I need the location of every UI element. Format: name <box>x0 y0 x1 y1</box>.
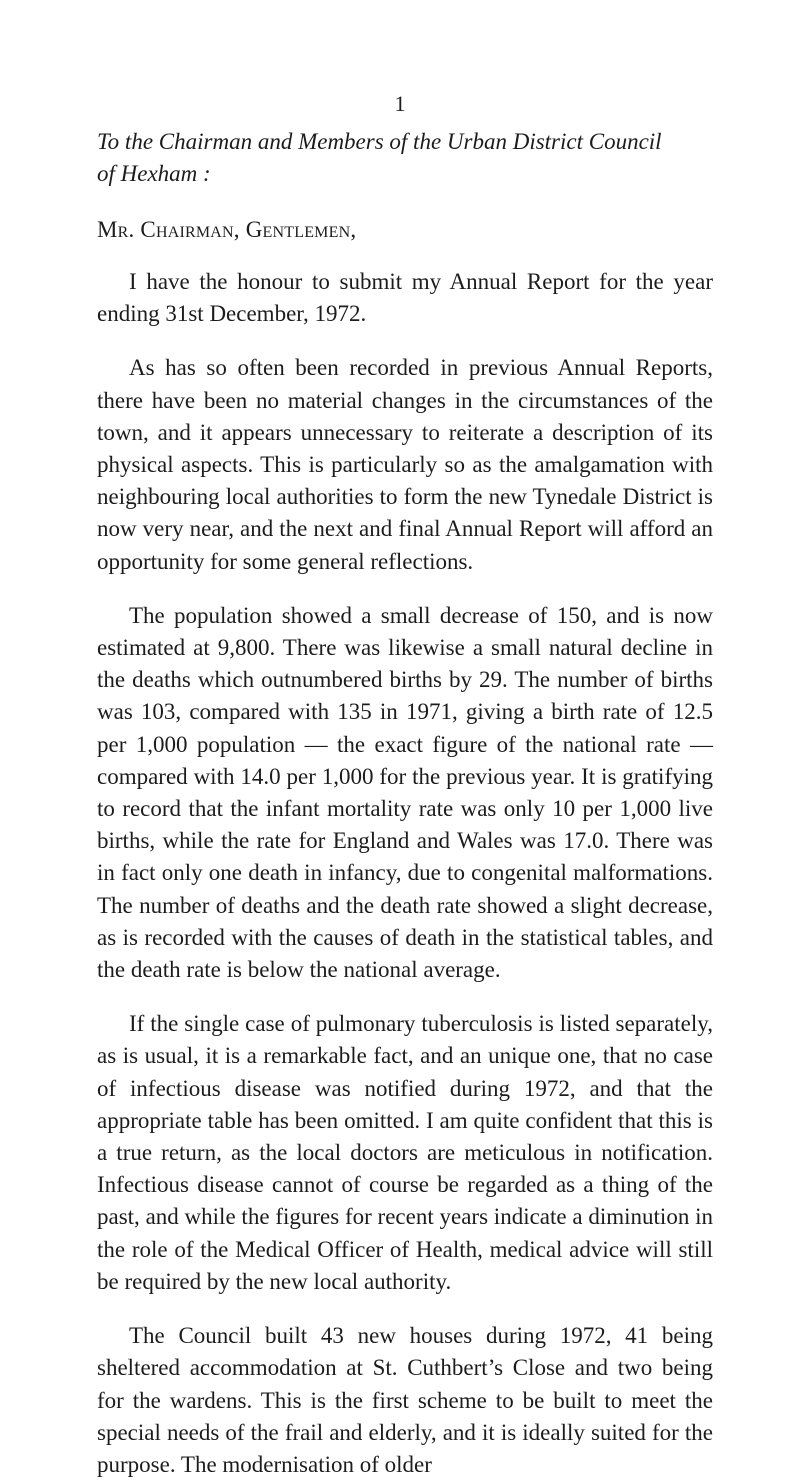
addressee <box>97 126 713 190</box>
salutation: Mr. Chairman, Gentlemen, <box>97 217 357 242</box>
paragraph-5: The Council built 43 new houses during 1972, 41 being sheltered accommodation at St. Cuthbert’s Close and two being for the wardens. This is the first scheme to be built to meet the special needs of the frail and elderly, and it is ideally suited for the purpose. The modernisation of older <box>97 1323 713 1477</box>
paragraph-3: The population showed a small decrease of 150, and is now estimated at 9,800. There was likewise a small natural decline in the deaths which outnumbered births by 29. The number of births was 103, compared with 135 in 1971, giving a birth rate of 12.5 per 1,000 population — the exact figure of the national rate — compared with 14.0 per 1,000 for the previous year. It is gratifying to record that the infant mortality rate was only 10 per 1,000 live births, while the rate for England and Wales was 17.0. There was in fact only one death in infancy, due to congenital malformations. The number of deaths and the death rate showed a slight decrease, as is recorded with the causes of death in the statistical tables, and the death rate is below the national average. <box>97 602 713 983</box>
page-number: 1 <box>394 91 406 116</box>
letter-body <box>97 126 713 1481</box>
paragraph-4: If the single case of pulmonary tuberculosis is listed separately, as is usual, it is a remarkable fact, and an unique one, that no case of infectious disease was notified during 1972, and that the appropriate table has been omitted. I am quite confident that this is a true return, as the local doctors are meticulous in notification. Infectious disease cannot of course be regarded as a thing of the past, and while the figures for recent years indicate a diminution in the role of the Medical Officer of Health, medical advice will still be required by the new local authority. <box>97 1011 713 1294</box>
addressee-line-2: of Hexham : <box>97 161 211 186</box>
paragraph-2: As has so often been recorded in previous Annual Reports, there have been no material changes in the circumstances of the town, and it appears unnecessary to reiterate a description of its physical aspects. This is particularly so as the amalgamation with neighbouring local authorities to form the new Tynedale District is now very near, and the next and final Annual Report will afford an opportunity for some general reflections. <box>97 355 713 574</box>
paragraph-1: I have the honour to submit my Annual Report for the year ending 31st December, 1972. <box>97 269 713 327</box>
addressee-line-1: To the Chairman and Members of the Urban District Council <box>97 129 662 154</box>
